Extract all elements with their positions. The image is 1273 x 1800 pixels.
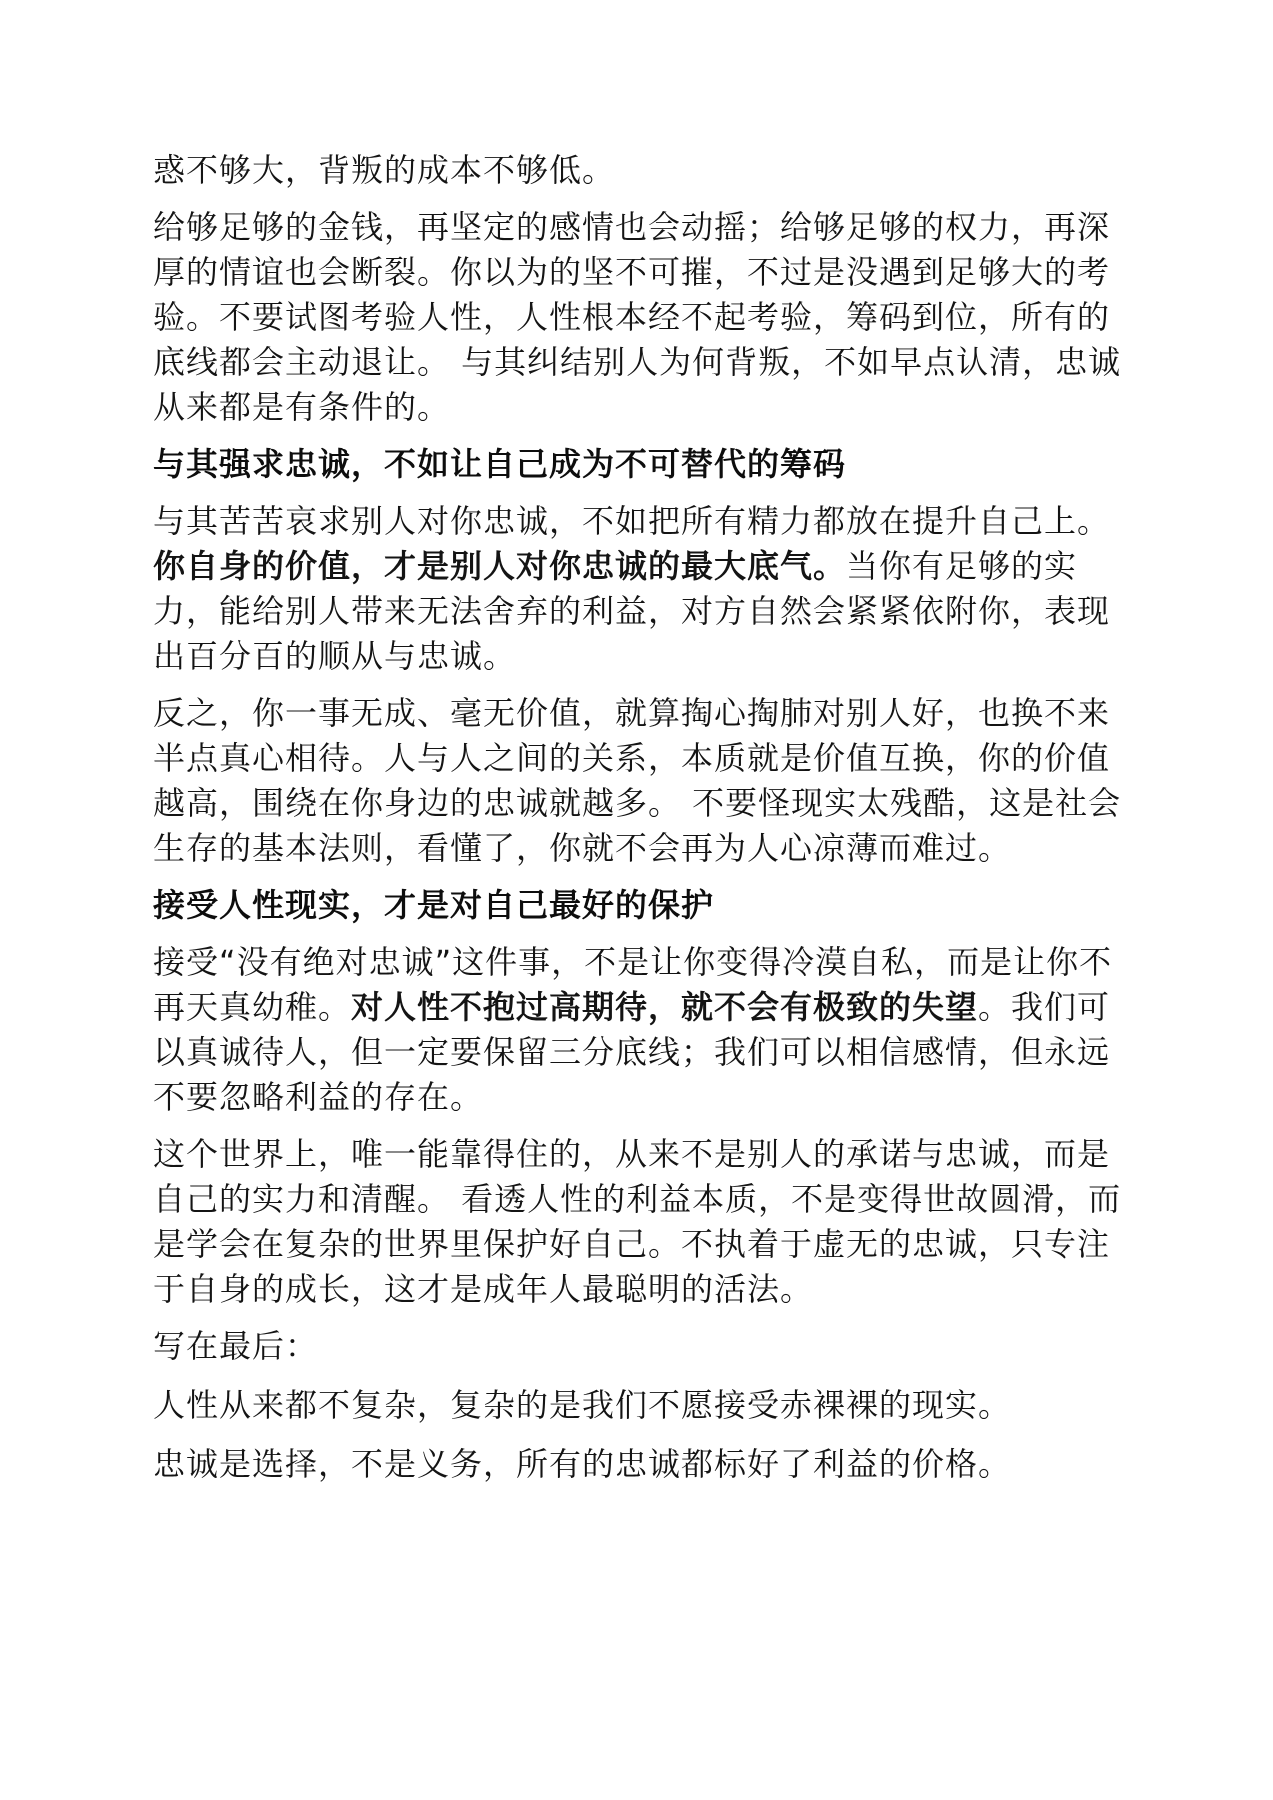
section-heading-accept-reality: 接受人性现实，才是对自己最好的保护 [153, 886, 715, 924]
paragraph-text: 。我们可以真诚待人，但一定要保留三分底线；我们可以相信感情，但永远不要忽略利益的存在。 [153, 988, 1111, 1116]
bold-emphasis: 你自身的价值，才是别人对你忠诚的最大底气。 [153, 547, 847, 585]
paragraph-intro-continuation: 惑不够大，背叛的成本不够低。 [153, 151, 616, 189]
bold-emphasis: 对人性不抱过高期待，就不会有极致的失望 [351, 988, 979, 1026]
paragraph-closing-1: 人性从来都不复杂，复杂的是我们不愿接受赤裸裸的现实。 [153, 1386, 1012, 1424]
paragraph-text: 与其苦苦哀求别人对你忠诚，不如把所有精力都放在提升自己上。 [153, 502, 1111, 540]
paragraph-no-absolute-loyalty [153, 940, 1123, 1120]
paragraph-closing-2: 忠诚是选择，不是义务，所有的忠诚都标好了利益的价格。 [153, 1445, 1012, 1483]
paragraph-own-strength: 这个世界上，唯一能靠得住的，从来不是别人的承诺与忠诚，而是自己的实力和清醒。 看透人性的利益本质，不是变得世故圆滑，而是学会在复杂的世界里保护好自己。不执着于虚无的忠诚，只专注于自身的成长，这才是成年人最聪明的活法。 [153, 1135, 1122, 1308]
section-heading-irreplaceable: 与其强求忠诚，不如让自己成为不可替代的筹码 [153, 445, 847, 483]
paragraph-money-power: 给够足够的金钱，再坚定的感情也会动摇；给够足够的权力，再深厚的情谊也会断裂。你以为的坚不可摧，不过是没遇到足够大的考验。不要试图考验人性，人性根本经不起考验，筹码到位，所有的底线都会主动退让。 与其纠结别人为何背叛，不如早点认清，忠诚从来都是有条件的。 [153, 208, 1122, 426]
article-body [153, 148, 1123, 1499]
paragraph-value-exchange: 反之，你一事无成、毫无价值，就算掏心掏肺对别人好，也换不来半点真心相待。人与人之间的关系，本质就是价值互换，你的价值越高，围绕在你身边的忠诚就越多。 不要怪现实太残酷，这是社会生存的基本法则，看懂了，你就不会再为人心凉薄而难过。 [153, 694, 1122, 867]
paragraph-text: 接受“没有绝对忠诚”这件事，不是让你变得冷漠自私，而是让你不再天真幼稚。 [153, 943, 1113, 1026]
paragraph-self-value [153, 499, 1123, 679]
paragraph-closing-label: 写在最后： [153, 1327, 319, 1365]
paragraph-text: 当你有足够的实力，能给别人带来无法舍弃的利益，对方自然会紧紧依附你，表现出百分百的顺从与忠诚。 [153, 547, 1111, 675]
